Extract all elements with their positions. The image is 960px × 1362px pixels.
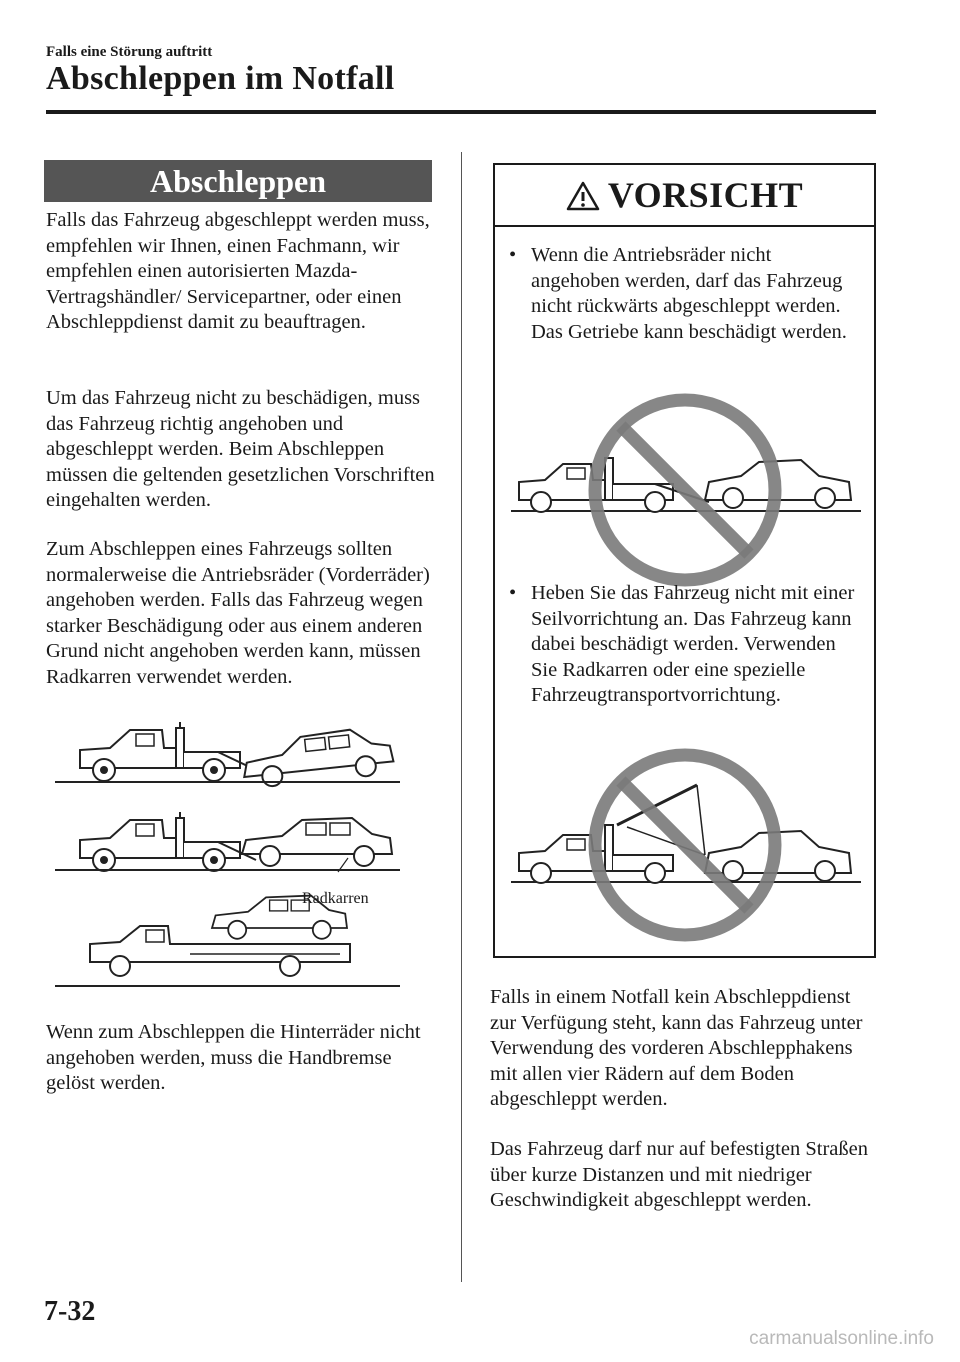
page-title: Abschleppen im Notfall (46, 60, 395, 97)
drive-wheels-paragraph: Zum Abschleppen eines Fahrzeugs sollten normalerweise die Antriebsräder (Vorderräder) angehoben werden. Falls das Fahrzeug wegen starker Beschädigung oder aus einem anderen Grund nicht angehoben werden kann, müssen Radkarren verwendet werden. (46, 538, 430, 688)
page-number: 7-32 (44, 1296, 96, 1327)
road-restriction-paragraph: Das Fahrzeug darf nur auf befestigten Straßen über kurze Distanzen und mit niedriger Geschwindigkeit abgeschleppt werden. (490, 1138, 868, 1212)
prohibited-sling-towing-illustration (505, 745, 865, 945)
intro-paragraph: Falls das Fahrzeug abgeschleppt werden muss, empfehlen wir Ihnen, einen Fachmann, wir empfehlen einen autorisierten Mazda-Vertragshändler/ Servicepartner, oder einen Abschleppdienst damit zu beauftragen. (46, 209, 430, 334)
illustration-caption: Radkarren (302, 890, 369, 907)
title-rule (46, 110, 876, 114)
caution-item-text: Heben Sie das Fahrzeug nicht mit einer Seilvorrichtung an. Das Fahrzeug kann dabei beschädigt werden. Verwenden Sie Radkarren oder eine spezielle Fahrzeugtransportvorrichtung. (531, 582, 855, 707)
breadcrumb: Falls eine Störung auftritt (46, 44, 213, 60)
caution-title: VORSICHT (607, 175, 804, 215)
caution-item (509, 243, 859, 345)
caution-item-text: Wenn die Antriebsräder nicht angehoben werden, darf das Fahrzeug nicht rückwärts abgeschleppt werden. Das Getriebe kann beschädigt werden. (531, 244, 847, 343)
warning-triangle-icon (566, 181, 600, 211)
lifting-paragraph: Um das Fahrzeug nicht zu beschädigen, muss das Fahrzeug richtig angehoben und abgeschleppt werden. Beim Abschleppen müssen die geltenden gesetzlichen Vorschriften eingehalten werden. (46, 387, 435, 512)
watermark: carmanualsonline.info (749, 1328, 934, 1349)
emergency-towing-paragraph: Falls in einem Notfall kein Abschleppdienst zur Verfügung steht, kann das Fahrzeug unter Verwendung des vorderen Abschlepphakens mit allen vier Rädern auf dem Boden abgeschleppt werden. (490, 986, 863, 1111)
caution-item (509, 581, 859, 709)
prohibited-reverse-towing-illustration (505, 390, 865, 590)
bullet-icon: • (509, 582, 517, 604)
caution-header (495, 165, 874, 227)
handbrake-paragraph: Wenn zum Abschleppen die Hinterräder nicht angehoben werden, muss die Handbremse gelöst werden. (46, 1021, 421, 1095)
column-divider (461, 152, 462, 1282)
section-heading: Abschleppen (44, 160, 432, 202)
towing-methods-illustration (50, 712, 400, 992)
bullet-icon: • (509, 244, 517, 266)
caution-box (493, 163, 876, 958)
